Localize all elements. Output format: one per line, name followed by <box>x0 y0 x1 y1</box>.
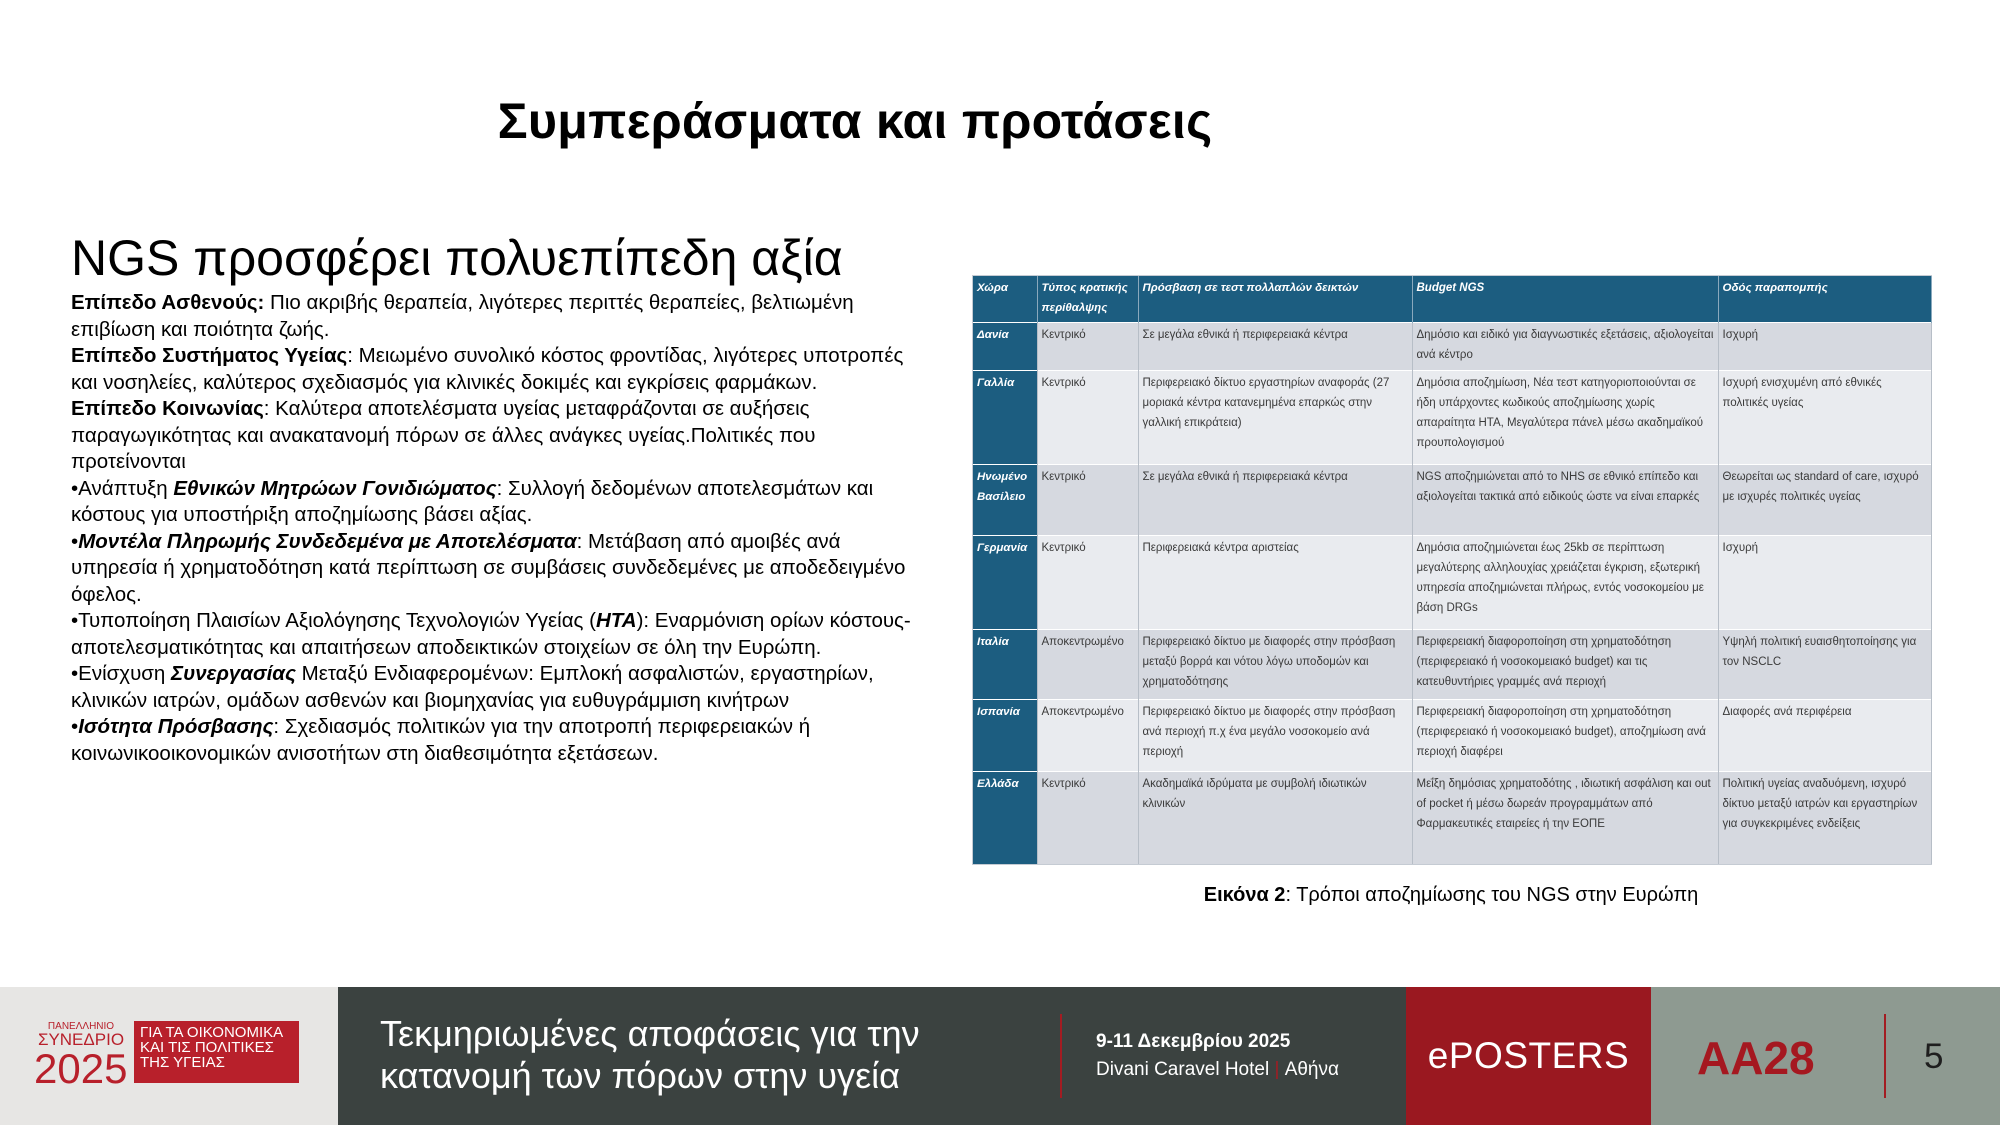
col-header-country: Χώρα <box>973 276 1037 323</box>
col-header-care-type: Τύπος κρατικής περίθαλψης <box>1037 276 1138 323</box>
congress-venue: Divani Caravel Hotel | Αθήνα <box>1096 1059 1339 1080</box>
cell: Δημόσια αποζημιώνεται έως 25kb σε περίπτωση μεγαλύτερης αλληλουχίας χρειάζεται έγκριση, εξωτερική υπηρεσία αποζημιώνεται πλήρως, εντός νοσοκομείου με βάση DRGs <box>1412 535 1718 629</box>
cell-country: Δανία <box>973 323 1037 371</box>
col-header-referral: Οδός παραπομπής <box>1718 276 1931 323</box>
cell-country: Ιταλία <box>973 629 1037 699</box>
table-row <box>973 371 1931 465</box>
cell: Μεΐξη δημόσιας χρηματοδότης , ιδιωτική ασφάλιση και out of pocket ή μέσω δωρεάν προγραμμάτων από Φαρμακευτικές εταιρείες ή την ΕΟΠΕ <box>1412 772 1718 864</box>
congress-theme: Τεκμηριωμένες αποφάσεις για την κατανομή των πόρων στην υγεία <box>380 1013 920 1096</box>
poster-code: AA28 <box>1697 1032 1815 1084</box>
cell: Πολιτική υγείας αναδυόμενη, ισχυρό δίκτυο μεταξύ ιατρών και εργαστηρίων για συγκεκριμένες ενδείξεις <box>1718 772 1931 864</box>
cell: Δημόσιο και ειδικό για διαγνωστικές εξετάσεις, αξιολογείται ανά κέντρο <box>1412 323 1718 371</box>
bullet-payment-models: •Μοντέλα Πληρωμής Συνδεδεμένα με Αποτελέσματα: Μετάβαση από αμοιβές ανά υπηρεσία ή χρηματοδότηση κατά περίπτωση σε συμβάσεις συνδεδεμένες με αποδεδειγμένο όφελος. <box>71 529 906 606</box>
cell-country: Ηνωμένο Βασίλειο <box>973 465 1037 535</box>
page-title: Συμπεράσματα και προτάσεις <box>497 93 1213 149</box>
cell: Περιφερειακή διαφοροποίηση στη χρηματοδότηση (περιφερειακό ή νοσοκομειακό budget) και τις κατευθυντήριες γραμμές ανά περιοχή <box>1412 629 1718 699</box>
figure-caption: Εικόνα 2: Τρόποι αποζημίωσης του NGS στην Ευρώπη <box>1203 884 1699 906</box>
cell: Ισχυρή <box>1718 535 1931 629</box>
bullet-hta: •Τυποποίηση Πλαισίων Αξιολόγησης Τεχνολογιών Υγείας (HTA): Εναρμόνιση ορίων κόστους-αποτελεσματικότητας και απαιτήσεων αποδεικτικών στοιχείων σε όλη την Ευρώπη. <box>71 609 911 659</box>
table-row <box>973 323 1931 371</box>
cell: NGS αποζημιώνεται από το NHS σε εθνικό επίπεδο και αξιολογείται τακτικά από ειδικούς ώστε να είναι επαρκές <box>1412 465 1718 535</box>
table-row <box>973 700 1931 772</box>
cell: Κεντρικό <box>1037 371 1138 465</box>
table-row <box>973 772 1931 864</box>
bullet-equity: •Ισότητα Πρόσβασης: Σχεδιασμός πολιτικών για την αποτροπή περιφερειακών ή κοινωνικοοικονομικών ανισοτήτων στη διαθεσιμότητα εξετάσεων. <box>71 715 811 765</box>
cell: Κεντρικό <box>1037 535 1138 629</box>
cell: Αποκεντρωμένο <box>1037 629 1138 699</box>
cell: Αποκεντρωμένο <box>1037 700 1138 772</box>
reimbursement-table-figure <box>972 275 1932 865</box>
cell-country: Ισπανία <box>973 700 1037 772</box>
congress-date: 9-11 Δεκεμβρίου 2025 <box>1096 1031 1291 1052</box>
cell-country: Ελλάδα <box>973 772 1037 864</box>
table-header-row <box>973 276 1931 323</box>
section-heading: NGS προσφέρει πολυεπίπεδη αξία <box>71 230 843 286</box>
cell-country: Γερμανία <box>973 535 1037 629</box>
footer-date <box>1062 987 1406 1125</box>
cell: Ισχυρή <box>1718 323 1931 371</box>
cell: Ακαδημαϊκά ιδρύματα με συμβολή ιδιωτικών κλινικών <box>1138 772 1412 864</box>
cell: Σε μεγάλα εθνικά ή περιφερειακά κέντρα <box>1138 465 1412 535</box>
cell: Υψηλή πολιτική ευαισθητοποίησης για τον NSCLC <box>1718 629 1931 699</box>
cell: Διαφορές ανά περιφέρεια <box>1718 700 1931 772</box>
cell: Περιφερειακή διαφοροποίηση στη χρηματοδότηση (περιφερειακό ή νοσοκομειακό budget), αποζημίωση ανά περιοχή διαφέρει <box>1412 700 1718 772</box>
cell: Σε μεγάλα εθνικά ή περιφερειακά κέντρα <box>1138 323 1412 371</box>
table-row <box>973 535 1931 629</box>
cell-country: Γαλλία <box>973 371 1037 465</box>
content-left <box>71 230 931 767</box>
col-header-access: Πρόσβαση σε τεστ πολλαπλών δεικτών <box>1138 276 1412 323</box>
cell: Περιφερειακά κέντρα αριστείας <box>1138 535 1412 629</box>
reimbursement-table <box>973 276 1932 864</box>
table-row <box>973 465 1931 535</box>
body-text <box>71 290 931 767</box>
cell: Δημόσια αποζημίωση, Νέα τεστ κατηγοριοποιούνται σε ήδη υπάρχοντες κωδικούς αποζημίωσης χωρίς απαραίτητα HTA, Μεγαλύτερα πάνελ μέσω ακαδημαϊκού προυπολογισμού <box>1412 371 1718 465</box>
col-header-budget: Budget NGS <box>1412 276 1718 323</box>
bullet-registries: •Ανάπτυξη Εθνικών Μητρώων Γονιδιώματος: Συλλογή δεδομένων αποτελεσμάτων και κόστους για υποστήριξη αποζημίωσης βάσει αξίας. <box>71 476 874 526</box>
table-row <box>973 629 1931 699</box>
footer-banner <box>0 987 2000 1125</box>
cell: Κεντρικό <box>1037 323 1138 371</box>
congress-logo: ΠΑΝΕΛΛΗΝΙΟ ΣΥΝΕΔΡΙΟ 2025 ΓΙΑ ΤΑ ΟΙΚΟΝΟΜΙΚΑ ΚΑΙ ΤΙΣ ΠΟΛΙΤΙΚΕΣ ΤΗΣ ΥΓΕΙΑΣ <box>0 987 338 1125</box>
cell: Περιφερειακό δίκτυο με διαφορές στην πρόσβαση μεταξύ βορρά και νότου λόγω υποδομών και χρηματοδότησης <box>1138 629 1412 699</box>
poster-code-area <box>1651 987 2000 1125</box>
cell: Θεωρείται ως standard of care, ισχυρό με ισχυρές πολιτικές υγείας <box>1718 465 1931 535</box>
bullet-collaboration: •Ενίσχυση Συνεργασίας Μεταξύ Ενδιαφερομένων: Εμπλοκή ασφαλιστών, εργαστηρίων, κλινικών ιατρών, ομάδων ασθενών και βιομηχανίας για ευθυγράμμιση κινήτρων <box>71 662 874 712</box>
cell: Κεντρικό <box>1037 465 1138 535</box>
cell: Ισχυρή ενισχυμένη από εθνικές πολιτικές υγείας <box>1718 371 1931 465</box>
patient-level: Επίπεδο Ασθενούς: Πιο ακριβής θεραπεία, λιγότερες περιττές θεραπείες, βελτιωμένη επιβίωση και ποιότητα ζωής. <box>71 291 854 341</box>
cell: Περιφερειακό δίκτυο με διαφορές στην πρόσβαση ανά περιοχή π.χ ένα μεγάλο νοσοκομείο ανά περιοχή <box>1138 700 1412 772</box>
society-level: Επίπεδο Κοινωνίας: Καλύτερα αποτελέσματα υγείας μεταφράζονται σε αυξήσεις παραγωγικότητας και ανακατανομή πόρων σε άλλες ανάγκες υγείας.Πολιτικές που προτείνονται <box>71 397 816 473</box>
system-level: Επίπεδο Συστήματος Υγείας: Μειωμένο συνολικό κόστος φροντίδας, λιγότερες υποτροπές και νοσηλείες, καλύτερος σχεδιασμός για κλινικές δοκιμές και εγκρίσεις φαρμάκων. <box>71 344 904 394</box>
cell: Περιφερειακό δίκτυο εργαστηρίων αναφοράς (27 μοριακά κέντρα κατανεμημένα επαρκώς στην γαλλική επικράτεια) <box>1138 371 1412 465</box>
eposters-label: ePOSTERS <box>1406 987 1651 1125</box>
cell: Κεντρικό <box>1037 772 1138 864</box>
footer-theme <box>338 987 1062 1125</box>
page-number: 5 <box>1924 1037 1944 1076</box>
divider <box>1884 1014 1886 1098</box>
